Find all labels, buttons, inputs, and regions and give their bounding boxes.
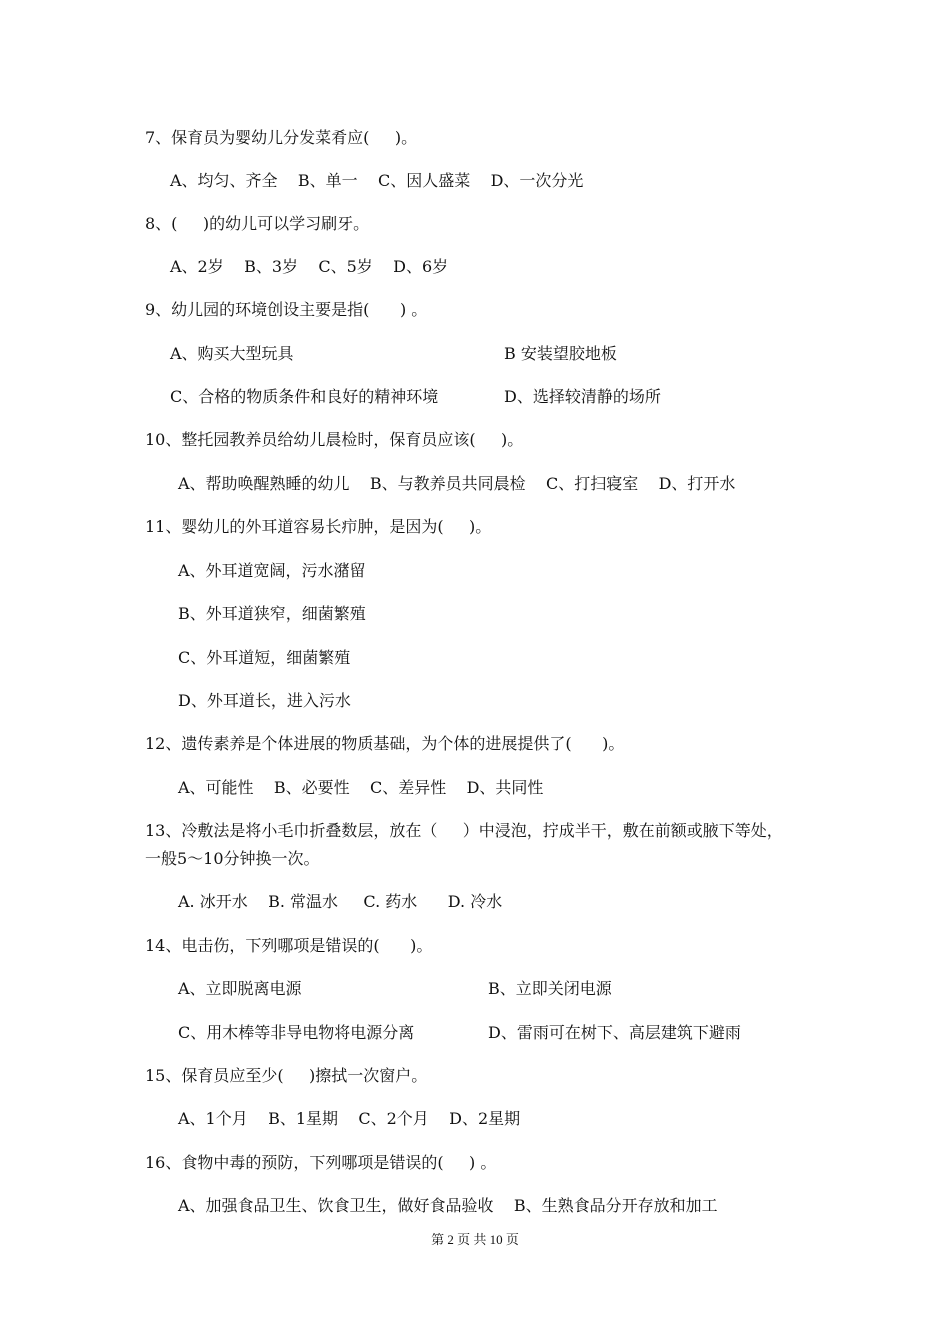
question-11-option-c: C、外耳道短，细菌繁殖 — [178, 648, 351, 667]
question-10-stem: 10、整托园教养员给幼儿晨检时，保育员应该( )。 — [145, 430, 524, 449]
question-14-option-c: C、用木棒等非导电物将电源分离 — [178, 1023, 415, 1042]
question-8-options: A、2岁 B、3岁 C、5岁 D、6岁 — [170, 257, 449, 276]
question-14-stem: 14、电击伤，下列哪项是错误的( )。 — [145, 936, 433, 955]
question-7-stem: 7、保育员为婴幼儿分发菜肴应( )。 — [145, 128, 418, 147]
question-9-option-b: B 安装望胶地板 — [504, 344, 617, 363]
question-13-stem-continued: 一般5～10分钟换一次。 — [145, 849, 320, 868]
question-15-stem: 15、保育员应至少( )擦拭一次窗户。 — [145, 1066, 428, 1085]
question-10-options: A、帮助唤醒熟睡的幼儿 B、与教养员共同晨检 C、打扫寝室 D、打开水 — [178, 474, 736, 493]
question-15-options: A、1个月 B、1星期 C、2个月 D、2星期 — [178, 1109, 521, 1128]
question-7-options: A、均匀、齐全 B、单一 C、因人盛菜 D、一次分光 — [170, 171, 584, 190]
question-11-stem: 11、婴幼儿的外耳道容易长疖肿，是因为( )。 — [145, 517, 492, 536]
question-9-option-c: C、合格的物质条件和良好的精神环境 — [170, 387, 439, 406]
question-13-options: A. 冰开水 B. 常温水 C. 药水 D. 冷水 — [178, 892, 503, 911]
page-footer: 第 2 页 共 10 页 — [431, 1232, 519, 1247]
question-14-option-b: B、立即关闭电源 — [488, 979, 612, 998]
question-9-option-a: A、购买大型玩具 — [170, 344, 294, 363]
question-12-options: A、可能性 B、必要性 C、差异性 D、共同性 — [178, 778, 544, 797]
question-16-stem: 16、食物中毒的预防，下列哪项是错误的( ) 。 — [145, 1153, 497, 1172]
question-8-stem: 8、( )的幼儿可以学习刷牙。 — [145, 214, 370, 233]
question-9-option-d: D、选择较清静的场所 — [504, 387, 661, 406]
question-13-stem: 13、冷敷法是将小毛巾折叠数层，放在（ ）中浸泡，拧成半干，敷在前额或腋下等处， — [145, 821, 783, 840]
question-14-option-d: D、雷雨可在树下、高层建筑下避雨 — [488, 1023, 741, 1042]
question-11-option-a: A、外耳道宽阔，污水潴留 — [178, 561, 366, 580]
question-9-stem: 9、幼儿园的环境创设主要是指( ) 。 — [145, 300, 428, 319]
question-14-option-a: A、立即脱离电源 — [178, 979, 302, 998]
question-11-option-b: B、外耳道狭窄，细菌繁殖 — [178, 604, 366, 623]
question-12-stem: 12、遗传素养是个体进展的物质基础，为个体的进展提供了( )。 — [145, 734, 625, 753]
question-11-option-d: D、外耳道长，进入污水 — [178, 691, 351, 710]
question-16-options: A、加强食品卫生、饮食卫生，做好食品验收 B、生熟食品分开存放和加工 — [178, 1196, 718, 1215]
